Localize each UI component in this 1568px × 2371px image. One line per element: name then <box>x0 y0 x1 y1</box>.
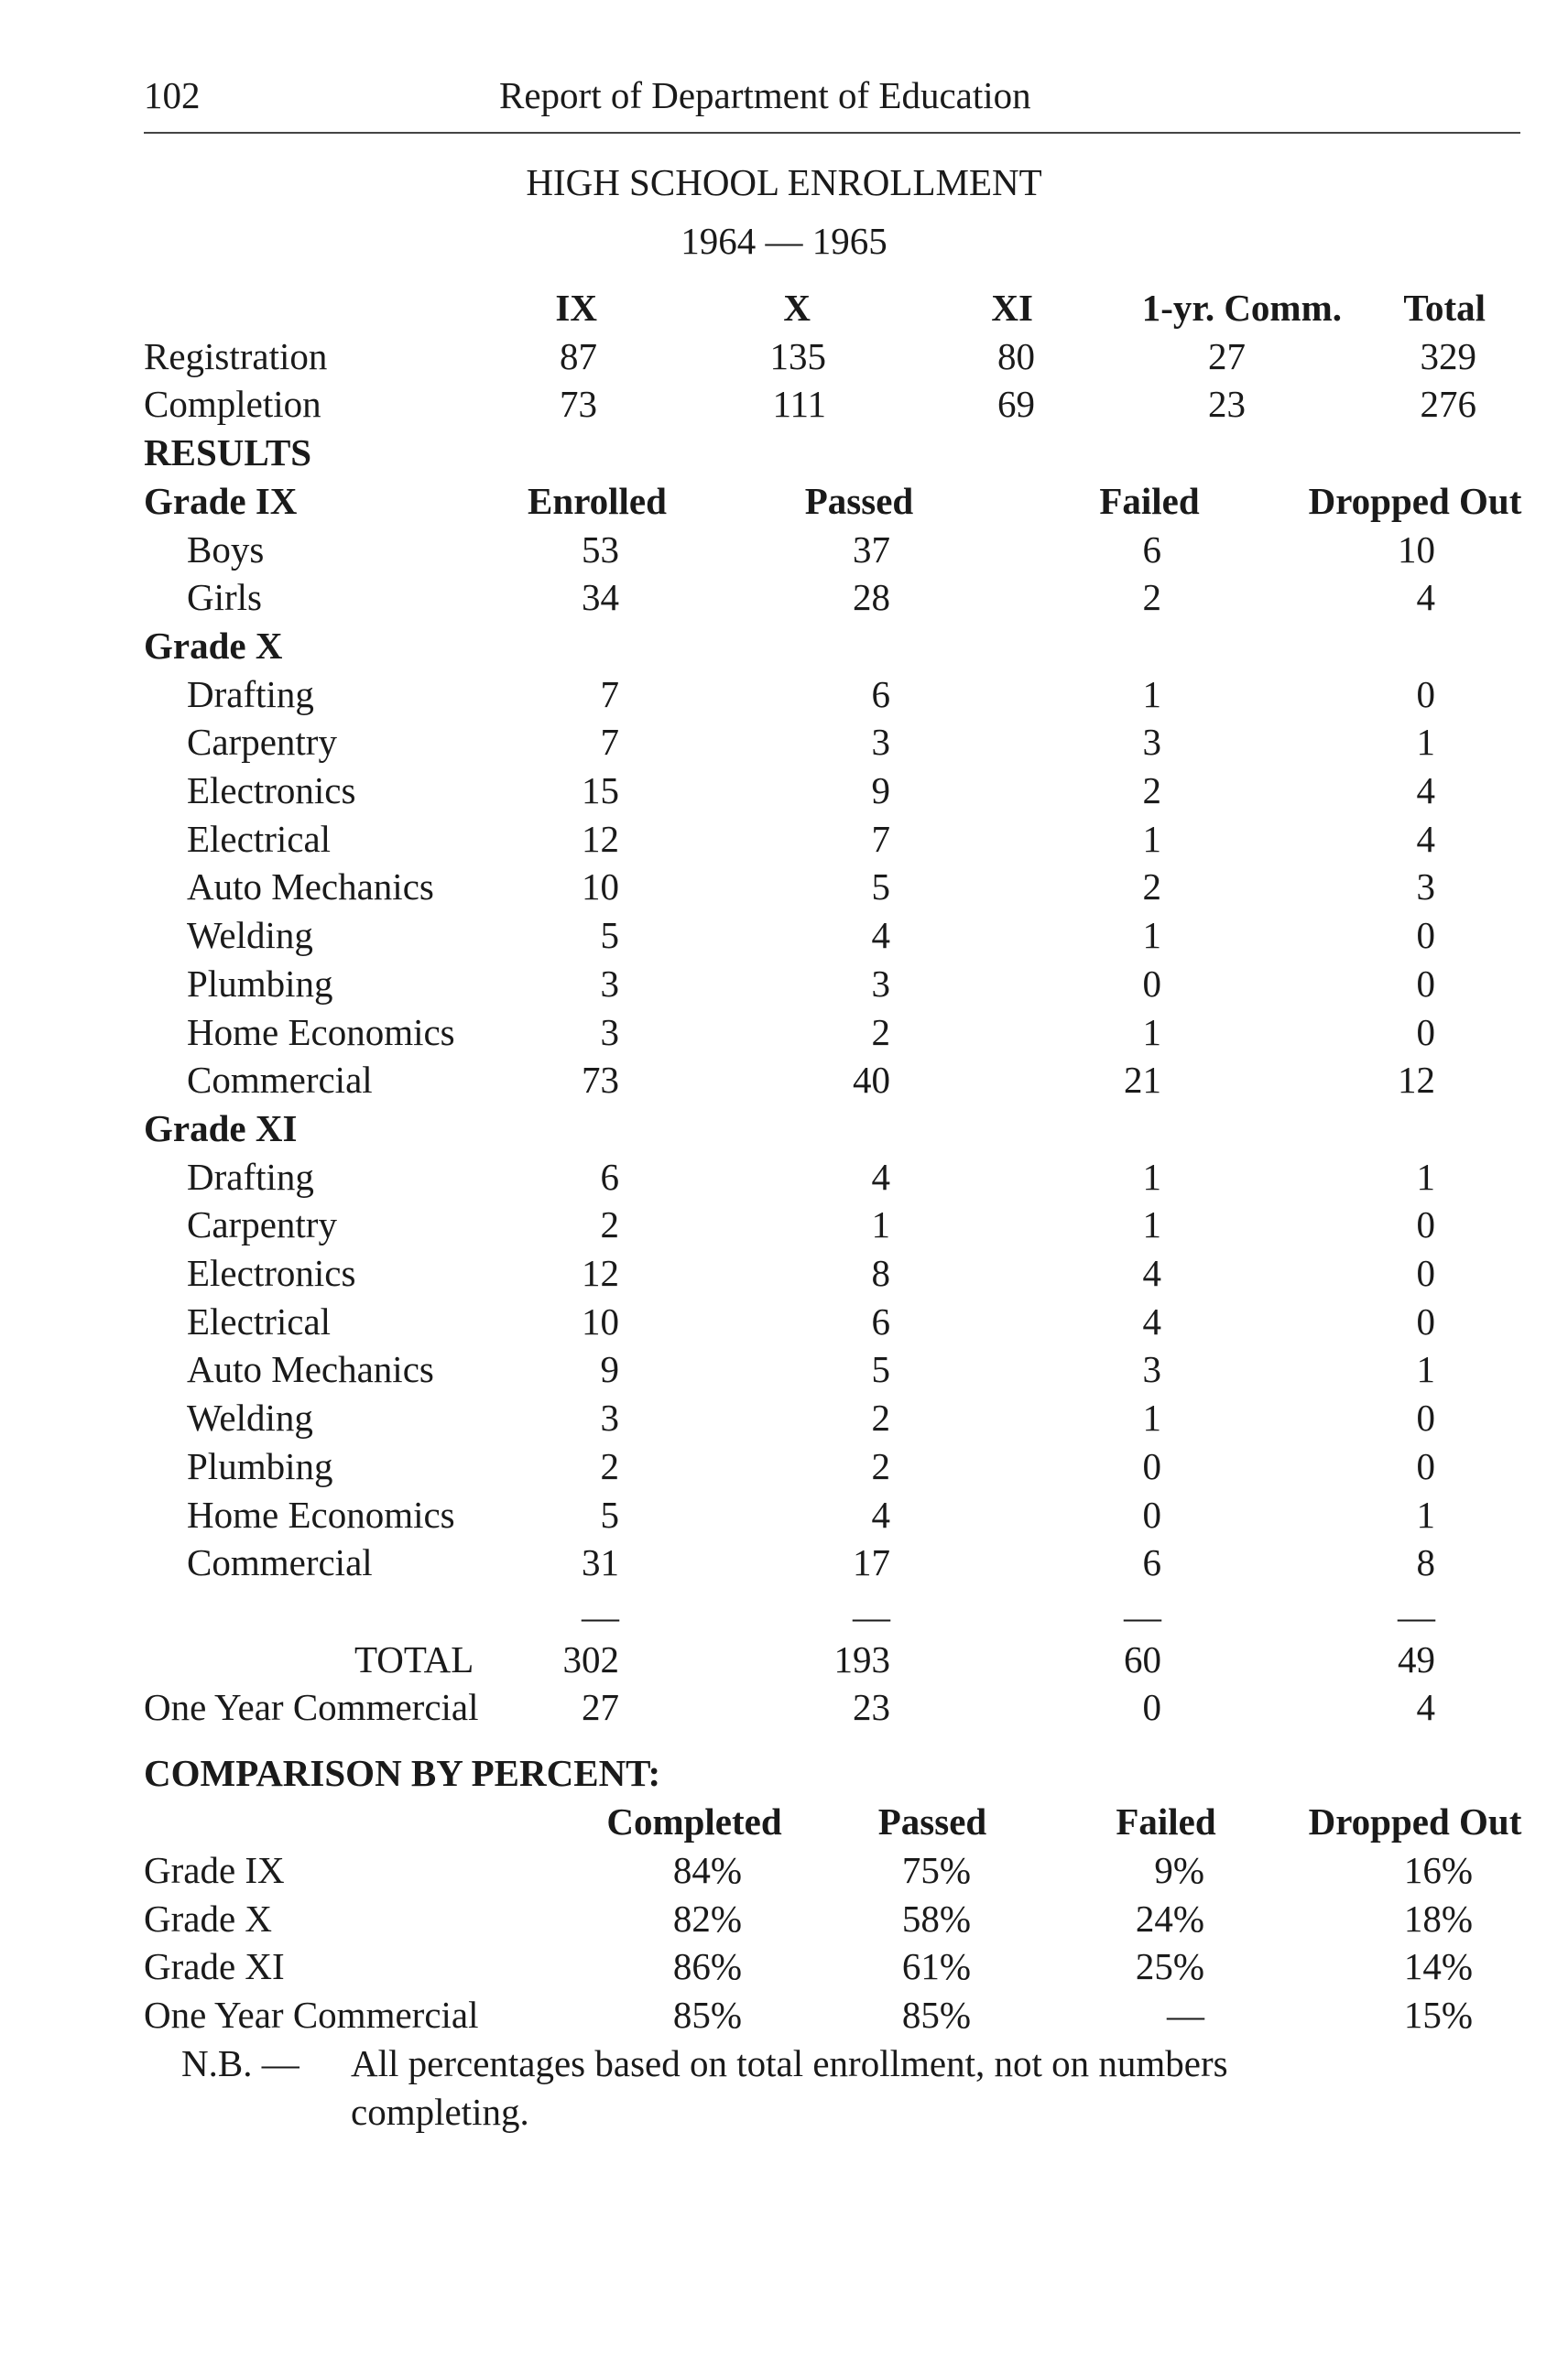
table-cell: 10 <box>1398 528 1435 571</box>
percent-cell: 75% <box>901 1849 971 1891</box>
table-cell: 135 <box>769 335 826 377</box>
table-cell: 31 <box>582 1541 619 1583</box>
table-cell: 0 <box>1416 1252 1435 1294</box>
row-label: Welding <box>187 914 313 956</box>
row-label: Grade IX <box>144 1849 285 1891</box>
percent-cell: 86% <box>672 1945 742 1987</box>
table-cell: 2 <box>1142 769 1161 811</box>
table-cell: 5 <box>871 1348 890 1390</box>
table-cell: 87 <box>560 335 597 377</box>
percent-cell: 16% <box>1403 1849 1473 1891</box>
table-cell: 10 <box>582 1300 619 1343</box>
table-cell: 6 <box>871 673 890 715</box>
table-cell: 0 <box>1142 1445 1161 1487</box>
table-cell: 80 <box>997 335 1035 377</box>
total-dash: — <box>582 1595 619 1637</box>
table-cell: 1 <box>1142 1203 1161 1245</box>
table-cell: 15 <box>582 769 619 811</box>
table-cell: 53 <box>582 528 619 571</box>
table-cell: 12 <box>582 818 619 860</box>
table-cell: 8 <box>1416 1541 1435 1583</box>
row-label: Plumbing <box>187 1445 333 1487</box>
header-rule <box>144 132 1520 134</box>
table-cell: 0 <box>1416 914 1435 956</box>
table-cell: 3 <box>600 1397 619 1439</box>
row-label: Home Economics <box>187 1011 455 1053</box>
table-cell: 3 <box>1416 865 1435 908</box>
table-cell: 3 <box>600 963 619 1005</box>
table-cell: 4 <box>1416 576 1435 618</box>
table-cell: 2 <box>600 1203 619 1245</box>
table-cell: 4 <box>1416 818 1435 860</box>
total-cell: 49 <box>1398 1638 1435 1680</box>
table-years: 1964 — 1965 <box>681 220 887 262</box>
table-cell: 4 <box>1416 769 1435 811</box>
percent-cell: 58% <box>901 1898 971 1940</box>
column-header: Failed <box>1116 1800 1216 1843</box>
table-cell: 0 <box>1416 963 1435 1005</box>
row-label: Drafting <box>187 1156 314 1198</box>
column-header: 1-yr. Comm. <box>1141 287 1342 329</box>
table-cell: 12 <box>582 1252 619 1294</box>
row-label: Boys <box>187 528 265 571</box>
row-label: Carpentry <box>187 721 337 763</box>
row-label: Auto Mechanics <box>187 1348 434 1390</box>
table-cell: 7 <box>600 721 619 763</box>
table-cell: 28 <box>853 576 890 618</box>
table-cell: 5 <box>600 1494 619 1536</box>
table-cell: 1 <box>1142 818 1161 860</box>
row-label: Auto Mechanics <box>187 865 434 908</box>
table-cell: 1 <box>1142 1397 1161 1439</box>
row-label: Electronics <box>187 1252 356 1294</box>
table-cell: 1 <box>1416 1494 1435 1536</box>
percent-cell: 25% <box>1135 1945 1204 1987</box>
table-cell: 0 <box>1416 1011 1435 1053</box>
table-cell: 1 <box>1142 1156 1161 1198</box>
percent-cell: 61% <box>901 1945 971 1987</box>
table-cell: 2 <box>871 1011 890 1053</box>
group-heading: Grade X <box>144 625 283 667</box>
page-number: 102 <box>144 74 201 116</box>
total-cell: 302 <box>562 1638 619 1680</box>
note-prefix: N.B. — <box>181 2042 299 2084</box>
total-dash: — <box>853 1595 890 1637</box>
table-cell: 5 <box>600 914 619 956</box>
row-label: Plumbing <box>187 963 333 1005</box>
row-label: Drafting <box>187 673 314 715</box>
table-cell: 3 <box>1142 721 1161 763</box>
table-cell: 27 <box>582 1686 619 1728</box>
row-label: Grade XI <box>144 1945 285 1987</box>
row-label: One Year Commercial <box>144 1994 479 2036</box>
table-cell: 2 <box>871 1397 890 1439</box>
table-cell: 3 <box>871 963 890 1005</box>
table-cell: 6 <box>871 1300 890 1343</box>
table-cell: 73 <box>582 1059 619 1101</box>
table-cell: 4 <box>871 1494 890 1536</box>
percent-cell: 85% <box>901 1994 971 2036</box>
table-cell: 1 <box>1416 1348 1435 1390</box>
table-cell: 6 <box>1142 528 1161 571</box>
table-cell: 2 <box>600 1445 619 1487</box>
table-cell: 69 <box>997 383 1035 425</box>
table-title: HIGH SCHOOL ENROLLMENT <box>526 161 1042 203</box>
table-cell: 40 <box>853 1059 890 1101</box>
table-cell: 0 <box>1142 1686 1161 1728</box>
percent-cell: 24% <box>1135 1898 1204 1940</box>
column-header: X <box>783 287 811 329</box>
table-cell: 4 <box>1416 1686 1435 1728</box>
section-heading: COMPARISON BY PERCENT: <box>144 1752 661 1794</box>
table-cell: 0 <box>1416 673 1435 715</box>
table-cell: 276 <box>1420 383 1476 425</box>
group-heading: Grade XI <box>144 1107 298 1149</box>
note-text: completing. <box>351 2091 529 2133</box>
table-cell: 0 <box>1416 1300 1435 1343</box>
table-cell: 2 <box>871 1445 890 1487</box>
table-cell: 0 <box>1416 1445 1435 1487</box>
percent-cell: 18% <box>1403 1898 1473 1940</box>
table-cell: 6 <box>1142 1541 1161 1583</box>
table-cell: 12 <box>1398 1059 1435 1101</box>
table-cell: 0 <box>1416 1203 1435 1245</box>
column-header: Dropped Out <box>1308 1800 1522 1843</box>
table-cell: 7 <box>600 673 619 715</box>
column-header: Total <box>1403 287 1486 329</box>
table-cell: 4 <box>871 914 890 956</box>
group-heading: Grade IX <box>144 480 298 522</box>
table-cell: 0 <box>1142 1494 1161 1536</box>
row-label: Electronics <box>187 769 356 811</box>
table-cell: 329 <box>1420 335 1476 377</box>
row-label: Home Economics <box>187 1494 455 1536</box>
table-cell: 3 <box>871 721 890 763</box>
total-dash: — <box>1398 1595 1435 1637</box>
table-cell: 9 <box>600 1348 619 1390</box>
total-cell: 193 <box>833 1638 890 1680</box>
percent-cell: 82% <box>672 1898 742 1940</box>
column-header: Failed <box>1099 480 1200 522</box>
row-label: Electrical <box>187 818 332 860</box>
section-heading: RESULTS <box>144 431 312 473</box>
row-label: One Year Commercial <box>144 1686 479 1728</box>
percent-cell: — <box>1167 1994 1204 2036</box>
row-label: Completion <box>144 383 321 425</box>
row-label: Girls <box>187 576 262 618</box>
table-cell: 27 <box>1208 335 1246 377</box>
table-cell: 21 <box>1124 1059 1161 1101</box>
table-cell: 6 <box>600 1156 619 1198</box>
total-label: TOTAL <box>354 1638 474 1680</box>
table-cell: 0 <box>1142 963 1161 1005</box>
table-cell: 23 <box>1208 383 1246 425</box>
table-cell: 1 <box>1142 673 1161 715</box>
note-text: All percentages based on total enrollment, not on numbers <box>351 2042 1228 2084</box>
table-cell: 10 <box>582 865 619 908</box>
table-cell: 1 <box>871 1203 890 1245</box>
column-header: Completed <box>606 1800 782 1843</box>
row-label: Carpentry <box>187 1203 337 1245</box>
column-header: Passed <box>804 480 914 522</box>
table-cell: 73 <box>560 383 597 425</box>
column-header: Passed <box>877 1800 987 1843</box>
table-cell: 4 <box>871 1156 890 1198</box>
table-cell: 1 <box>1142 1011 1161 1053</box>
percent-cell: 85% <box>672 1994 742 2036</box>
percent-cell: 14% <box>1403 1945 1473 1987</box>
total-cell: 60 <box>1124 1638 1161 1680</box>
row-label: Welding <box>187 1397 313 1439</box>
row-label: Registration <box>144 335 328 377</box>
table-cell: 0 <box>1416 1397 1435 1439</box>
table-cell: 4 <box>1142 1252 1161 1294</box>
table-cell: 1 <box>1142 914 1161 956</box>
table-cell: 111 <box>772 383 826 425</box>
percent-cell: 15% <box>1403 1994 1473 2036</box>
table-cell: 5 <box>871 865 890 908</box>
table-cell: 37 <box>853 528 890 571</box>
row-label: Grade X <box>144 1898 273 1940</box>
row-label: Commercial <box>187 1059 373 1101</box>
table-cell: 23 <box>853 1686 890 1728</box>
table-cell: 1 <box>1416 1156 1435 1198</box>
percent-cell: 9% <box>1154 1849 1204 1891</box>
row-label: Commercial <box>187 1541 373 1583</box>
table-cell: 4 <box>1142 1300 1161 1343</box>
table-cell: 17 <box>853 1541 890 1583</box>
table-cell: 8 <box>871 1252 890 1294</box>
column-header: Dropped Out <box>1308 480 1522 522</box>
column-header: IX <box>555 287 597 329</box>
table-cell: 2 <box>1142 865 1161 908</box>
column-header: Enrolled <box>528 480 667 522</box>
total-dash: — <box>1124 1595 1161 1637</box>
table-cell: 3 <box>1142 1348 1161 1390</box>
running-title: Report of Department of Education <box>499 74 1031 116</box>
table-cell: 1 <box>1416 721 1435 763</box>
percent-cell: 84% <box>672 1849 742 1891</box>
table-cell: 34 <box>582 576 619 618</box>
table-cell: 2 <box>1142 576 1161 618</box>
column-header: XI <box>991 287 1033 329</box>
row-label: Electrical <box>187 1300 332 1343</box>
table-cell: 9 <box>871 769 890 811</box>
table-cell: 3 <box>600 1011 619 1053</box>
table-cell: 7 <box>871 818 890 860</box>
